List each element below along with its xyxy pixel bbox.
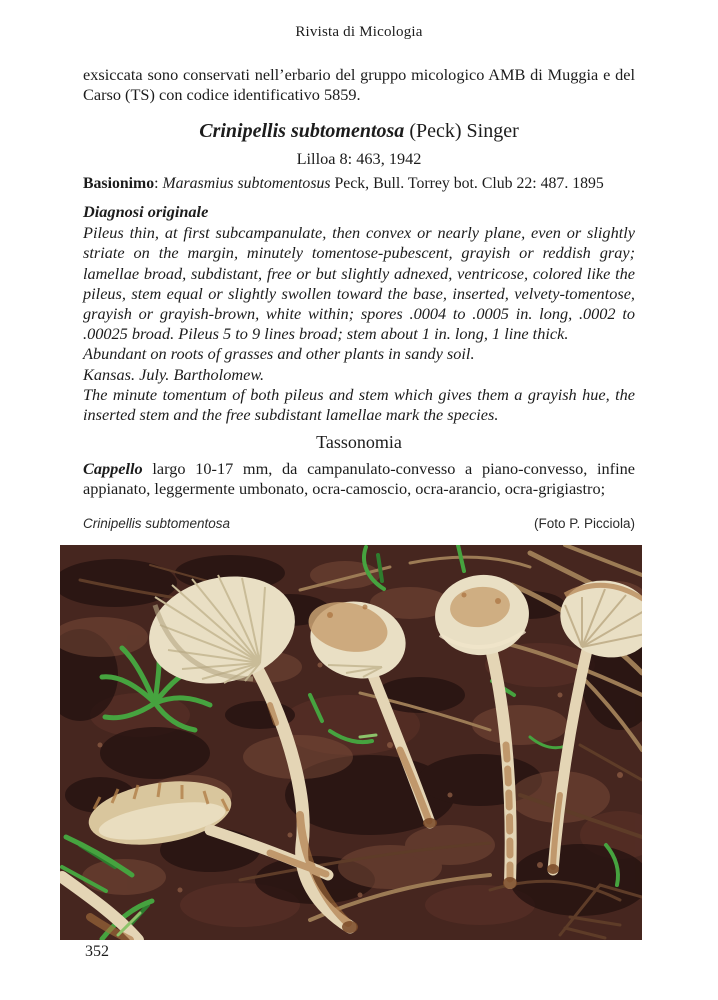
- species-authority: (Peck) Singer: [404, 120, 519, 142]
- figure-caption-credit: (Foto P. Picciola): [533, 516, 635, 531]
- mushroom-photo: [60, 545, 642, 940]
- figure-caption: [83, 516, 635, 531]
- page-number: 352: [85, 943, 109, 960]
- diagnosis-heading: Diagnosi originale: [83, 202, 209, 221]
- locality-note: Kansas. July. Bartholomew.: [83, 364, 265, 384]
- basionym-species: Marasmius subtomentosus: [162, 175, 331, 192]
- species-name: Crinipellis subtomentosa: [199, 120, 405, 142]
- basionym-separator: :: [154, 175, 163, 192]
- basionym-reference: Peck, Bull. Torrey bot. Club 22: 487. 1895: [330, 175, 604, 192]
- taxonomy-lead-word: Cappello: [83, 459, 143, 478]
- taxonomy-paragraph: [83, 459, 635, 500]
- journal-header: Rivista di Micologia: [295, 24, 423, 40]
- taxonomy-description: largo 10-17 mm, da campanulato-convesso a piano-convesso, infine appianato, leggermente umbonato, ocra-camoscio, ocra-arancio, ocra-grigiastro;: [83, 459, 635, 499]
- basionym-line: [83, 175, 635, 193]
- figure-caption-species: Crinipellis subtomentosa: [83, 516, 231, 531]
- remarks-note: The minute tomentum of both pileus and stem which gives them a grayish hue, the inserted stem and the free subdistant lamellae mark the species.: [83, 384, 635, 425]
- intro-paragraph: exsiccata sono conservati nell’erbario del gruppo micologico AMB di Muggia e del Carso (TS) con codice identificativo 5859.: [83, 65, 635, 105]
- title-citation: Lilloa 8: 463, 1942: [296, 149, 422, 168]
- taxonomy-heading: Tassonomia: [316, 432, 402, 452]
- diagnosis-section: [83, 202, 635, 425]
- habitat-note: Abundant on roots of grasses and other plants in sandy soil.: [83, 344, 475, 364]
- basionym-label: Basionimo: [83, 175, 155, 192]
- species-title: [83, 120, 635, 143]
- diagnosis-paragraph: Pileus thin, at first subcampanulate, then convex or nearly plane, even or slightly striate on the margin, minutely tomentose-pubescent, grayish or reddish gray; lamellae broad, subdistant, free or but slightly adnexed, ventricose, colored like the pileus, stem equal or slightly swollen toward the base, inserted, velvety-tomentose, grayish or grayish-brown, white within; spores .0004 to .0005 in. long, .0002 to .00025 broad. Pileus 5 to 9 lines broad; stem about 1 in. long, 1 line thick.: [83, 223, 635, 344]
